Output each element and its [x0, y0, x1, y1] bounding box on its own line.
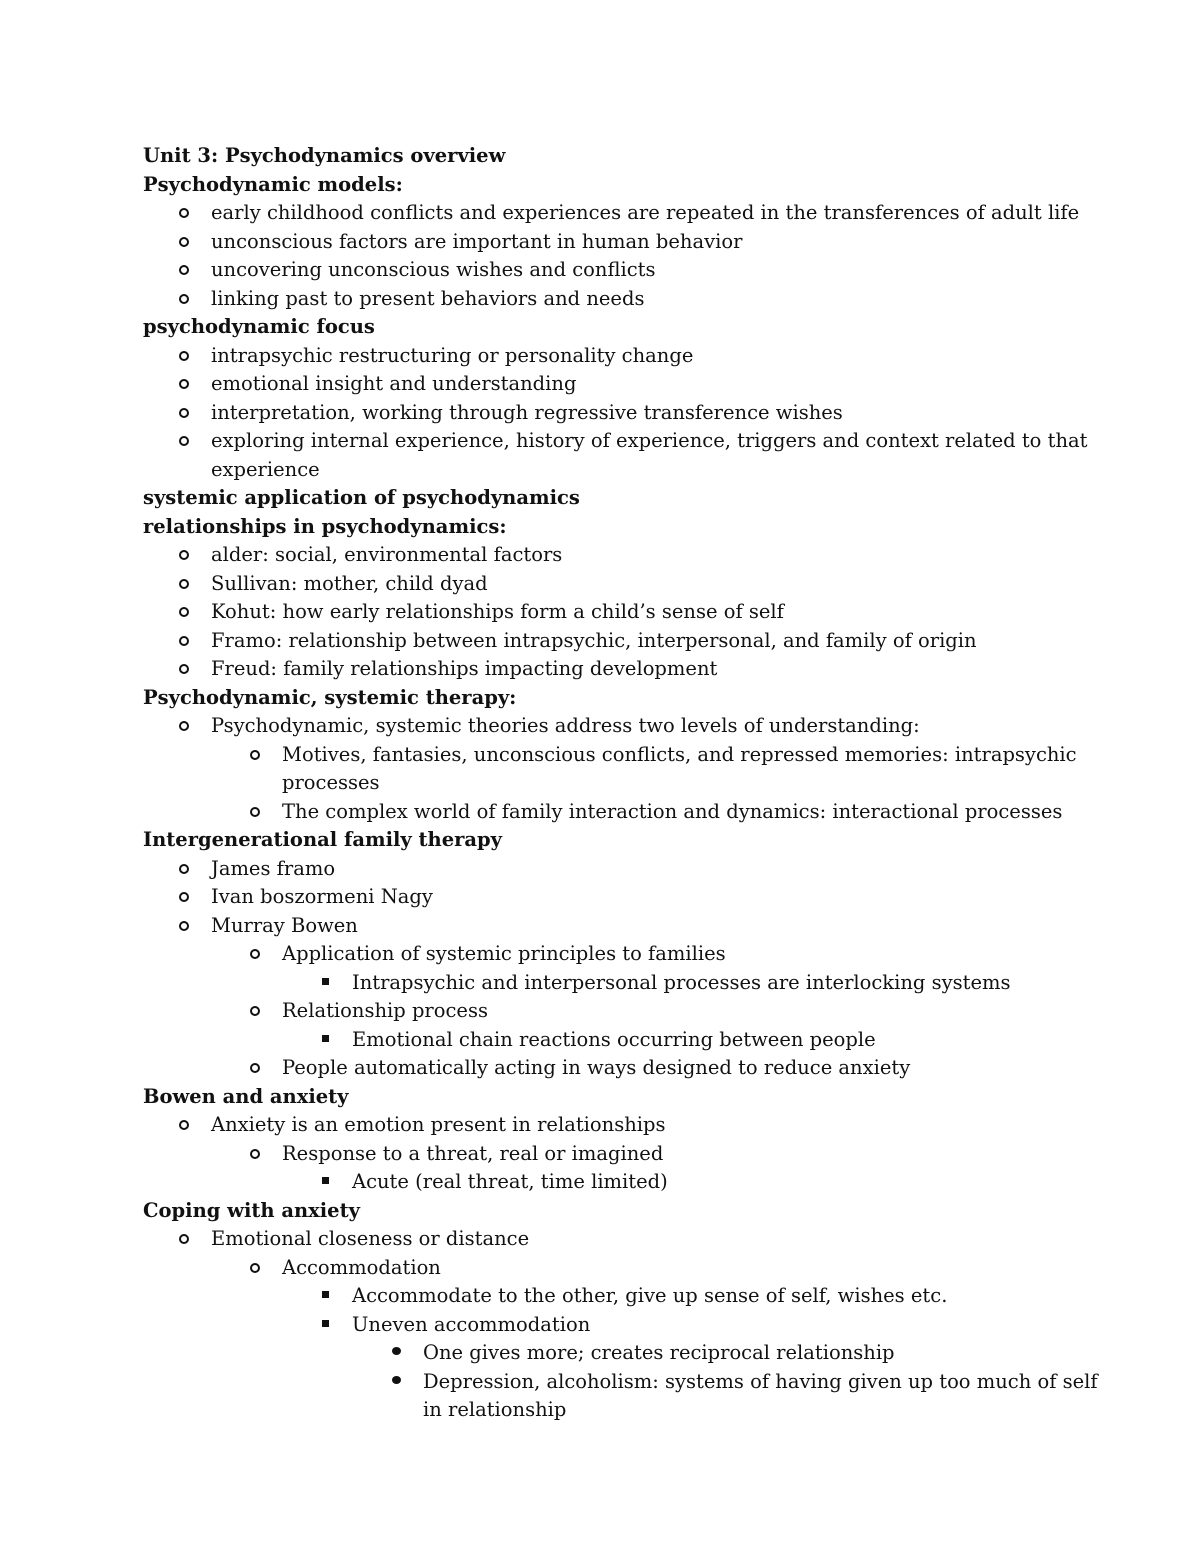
circle-bullet-icon	[248, 741, 262, 770]
list-item-text: Application of systemic principles to families	[282, 942, 726, 965]
list-item-text: Response to a threat, real or imagined	[282, 1141, 664, 1165]
list-item-text: Freud: family relationships impacting development	[211, 657, 718, 680]
square-bullet-icon	[318, 969, 332, 998]
circle-bullet-icon	[248, 1054, 262, 1083]
section-heading: relationships in psychodynamics:	[143, 514, 507, 538]
list-item	[143, 655, 1103, 684]
list-item-text: Uneven accommodation	[352, 1312, 591, 1336]
circle-bullet-icon	[177, 1111, 191, 1140]
list-item	[143, 1282, 1103, 1311]
section	[143, 513, 1103, 684]
list-item-text: People automatically acting in ways designed to reduce anxiety	[282, 1056, 911, 1079]
section-heading: psychodynamic focus	[143, 315, 375, 338]
list-item	[143, 541, 1103, 570]
list-item	[143, 228, 1103, 257]
circle-bullet-icon	[177, 598, 191, 627]
list-item-text: One gives more; creates reciprocal relationship	[423, 1341, 895, 1364]
list-item-text: emotional insight and understanding	[211, 372, 577, 395]
circle-bullet-icon	[177, 1225, 191, 1254]
list-item	[143, 399, 1103, 428]
list-item	[143, 199, 1103, 228]
document-title: Unit 3: Psychodynamics overview	[143, 144, 506, 167]
list-item-text: Murray Bowen	[211, 913, 358, 937]
circle-bullet-icon	[177, 655, 191, 684]
circle-bullet-icon	[177, 855, 191, 884]
list-item-text: early childhood conflicts and experiences are repeated in the transferences of adult life	[211, 201, 1080, 224]
bullet-list	[143, 541, 1103, 684]
list-item	[143, 1140, 1103, 1169]
list-item	[143, 1311, 1103, 1340]
list-item	[143, 997, 1103, 1026]
bullet-list	[143, 855, 1103, 1083]
circle-bullet-icon	[177, 399, 191, 428]
circle-bullet-icon	[248, 798, 262, 827]
list-item	[143, 1368, 1103, 1425]
bullet-list	[143, 199, 1103, 313]
list-item	[143, 969, 1103, 998]
circle-bullet-icon	[177, 370, 191, 399]
circle-bullet-icon	[248, 1140, 262, 1169]
list-item	[143, 712, 1103, 741]
list-item	[143, 570, 1103, 599]
section-heading: Psychodynamic models:	[143, 172, 403, 196]
list-item-text: uncovering unconscious wishes and conflicts	[211, 258, 656, 281]
list-item-text: interpretation, working through regressive transference wishes	[211, 400, 843, 424]
list-item	[143, 855, 1103, 884]
circle-bullet-icon	[177, 912, 191, 941]
document-sections	[143, 171, 1103, 1425]
list-item-text: Anxiety is an emotion present in relationships	[211, 1113, 666, 1136]
list-item	[143, 1026, 1103, 1055]
list-item-text: Relationship process	[282, 999, 488, 1022]
circle-bullet-icon	[248, 940, 262, 969]
list-item-text: alder: social, environmental factors	[211, 543, 563, 566]
bullet-list	[143, 1225, 1103, 1425]
list-item-text: Ivan boszormeni Nagy	[211, 885, 433, 908]
list-item	[143, 427, 1103, 484]
list-item-text: Framo: relationship between intrapsychic, interpersonal, and family of origin	[211, 628, 977, 652]
square-bullet-icon	[318, 1282, 332, 1311]
list-item	[143, 627, 1103, 656]
section	[143, 313, 1103, 484]
circle-bullet-icon	[177, 228, 191, 257]
list-item	[143, 370, 1103, 399]
list-item	[143, 741, 1103, 798]
list-item-text: Emotional chain reactions occurring between people	[352, 1027, 876, 1051]
dot-bullet-icon	[389, 1368, 403, 1397]
list-item	[143, 256, 1103, 285]
list-item-text: Emotional closeness or distance	[211, 1227, 530, 1250]
bullet-list	[143, 1111, 1103, 1197]
list-item	[143, 798, 1103, 827]
circle-bullet-icon	[177, 342, 191, 371]
list-item	[143, 598, 1103, 627]
list-item	[143, 883, 1103, 912]
section-heading: Coping with anxiety	[143, 1198, 360, 1222]
list-item-text: Motives, fantasies, unconscious conflicts, and repressed memories: intrapsychic processes	[282, 742, 1077, 794]
list-item	[143, 912, 1103, 941]
list-item-text: Acute (real threat, time limited)	[352, 1170, 668, 1193]
list-item	[143, 1054, 1103, 1083]
section-heading: systemic application of psychodynamics	[143, 486, 580, 509]
list-item-text: intrapsychic restructuring or personality change	[211, 343, 694, 367]
list-item-text: Depression, alcoholism: systems of having given up too much of self in relationship	[423, 1369, 1098, 1421]
list-item	[143, 1225, 1103, 1254]
circle-bullet-icon	[177, 627, 191, 656]
list-item	[143, 1339, 1103, 1368]
list-item-text: James framo	[211, 856, 336, 880]
list-item-text: Accommodation	[282, 1255, 441, 1279]
list-item	[143, 1111, 1103, 1140]
section	[143, 1083, 1103, 1197]
list-item-text: linking past to present behaviors and needs	[211, 286, 645, 310]
list-item	[143, 342, 1103, 371]
section-heading: Bowen and anxiety	[143, 1084, 349, 1108]
circle-bullet-icon	[177, 199, 191, 228]
circle-bullet-icon	[177, 570, 191, 599]
square-bullet-icon	[318, 1168, 332, 1197]
circle-bullet-icon	[177, 256, 191, 285]
circle-bullet-icon	[248, 997, 262, 1026]
section	[143, 171, 1103, 314]
list-item	[143, 1168, 1103, 1197]
section-heading: Intergenerational family therapy	[143, 828, 503, 851]
bullet-list	[143, 342, 1103, 485]
circle-bullet-icon	[248, 1254, 262, 1283]
circle-bullet-icon	[177, 427, 191, 456]
list-item	[143, 285, 1103, 314]
list-item-text: unconscious factors are important in human behavior	[211, 229, 743, 253]
section	[143, 826, 1103, 1083]
list-item	[143, 940, 1103, 969]
circle-bullet-icon	[177, 541, 191, 570]
dot-bullet-icon	[389, 1339, 403, 1368]
bullet-list	[143, 712, 1103, 826]
square-bullet-icon	[318, 1026, 332, 1055]
circle-bullet-icon	[177, 285, 191, 314]
document-page	[143, 142, 1103, 1425]
square-bullet-icon	[318, 1311, 332, 1340]
section	[143, 684, 1103, 827]
section-heading: Psychodynamic, systemic therapy:	[143, 685, 517, 709]
section	[143, 1197, 1103, 1425]
circle-bullet-icon	[177, 712, 191, 741]
list-item-text: Accommodate to the other, give up sense of self, wishes etc.	[352, 1284, 948, 1307]
list-item-text: The complex world of family interaction and dynamics: interactional processes	[282, 799, 1063, 823]
list-item-text: Intrapsychic and interpersonal processes are interlocking systems	[352, 970, 1011, 994]
section	[143, 484, 1103, 513]
list-item-text: exploring internal experience, history of experience, triggers and context related to that experience	[211, 429, 1088, 481]
list-item-text: Psychodynamic, systemic theories address two levels of understanding:	[211, 714, 920, 737]
list-item-text: Kohut: how early relationships form a child’s sense of self	[211, 600, 784, 623]
list-item	[143, 1254, 1103, 1283]
list-item-text: Sullivan: mother, child dyad	[211, 571, 488, 595]
circle-bullet-icon	[177, 883, 191, 912]
